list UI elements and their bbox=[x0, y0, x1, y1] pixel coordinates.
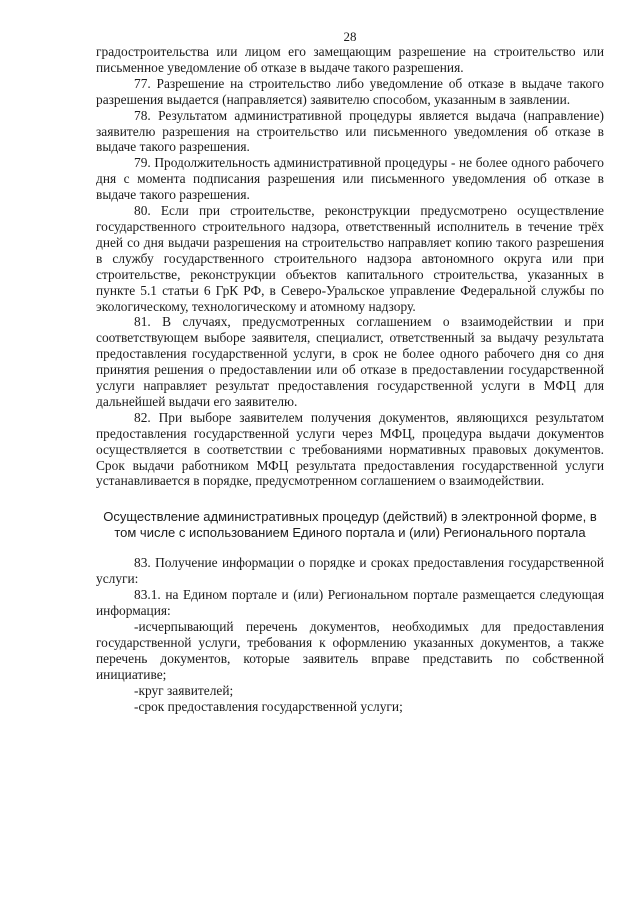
section-heading: Осуществление административных процедур (действий) в электронной форме, в том числе с использованием Единого портала и (или) Регионального портала bbox=[103, 509, 597, 541]
page-number: 28 bbox=[343, 29, 357, 44]
document-body bbox=[96, 44, 604, 714]
paragraph-79: 79. Продолжительность административной процедуры - не более одного рабочего дня с момента подписания разрешения или письменного уведомления об отказе в выдаче такого разрешения. bbox=[96, 155, 604, 203]
list-item: -круг заявителей; bbox=[134, 682, 234, 698]
paragraph-76-continuation: градостроительства или лицом его замещающим разрешение на строительство или письменное уведомление об отказе в выдаче такого разрешения. bbox=[96, 44, 604, 75]
paragraph-83: 83. Получение информации о порядке и сроках предоставления государственной услуги: bbox=[96, 555, 604, 587]
paragraph-83-1: 83.1. на Едином портале и (или) Региональном портале размещается следующая информация: bbox=[96, 587, 604, 619]
paragraph-77: 77. Разрешение на строительство либо уведомление об отказе в выдаче такого разрешения выдается (направляется) заявителю способом, указанным в заявлении. bbox=[96, 75, 604, 107]
list-item: -исчерпывающий перечень документов, необходимых для предоставления государственной услуги, требования к оформлению указанных документов, а также перечень документов, которые заявитель вправе представить по собственной инициативе; bbox=[96, 619, 604, 682]
paragraph-78: 78. Результатом административной процедуры является выдача (направление) заявителю разрешения на строительство или письменного уведомления об отказе в выдаче такого разрешения. bbox=[96, 107, 604, 155]
paragraph-80: 80. Если при строительстве, реконструкции предусмотрено осуществление государственного строительного надзора, ответственный исполнитель в течение трёх дней со дня выдачи разрешения на строительство направляет копию такого разрешения в службу государственного строительного надзора автономного округа или при строительстве, реконструкции объектов капитального строительства, указанных в пункте 5.1 статьи 6 ГрК РФ, в Северо-Уральское управление Федеральной службы по экологическому, технологическому и атомному надзору. bbox=[96, 203, 604, 314]
paragraph-82: 82. При выборе заявителем получения документов, являющихся результатом предоставления государственной услуги через МФЦ, процедура выдачи документов осуществляется в соответствии с требованиями нормативных правовых документов. Срок выдачи работником МФЦ результата предоставления государственной услуги устанавливается в порядке, предусмотренном соглашением о взаимодействии. bbox=[96, 409, 604, 489]
list-item: -срок предоставления государственной услуги; bbox=[134, 698, 403, 714]
paragraph-81: 81. В случаях, предусмотренных соглашением о взаимодействии и при соответствующем выборе заявителя, специалист, ответственный за выдачу результата предоставления государственной услуги, в срок не более одного рабочего дня со дня принятия решения о предоставлении или об отказе в предоставлении государственной услуги направляет результат предоставления государственной услуги в МФЦ для дальнейшей выдачи его заявителю. bbox=[96, 314, 604, 409]
heading-spacer bbox=[96, 541, 604, 555]
